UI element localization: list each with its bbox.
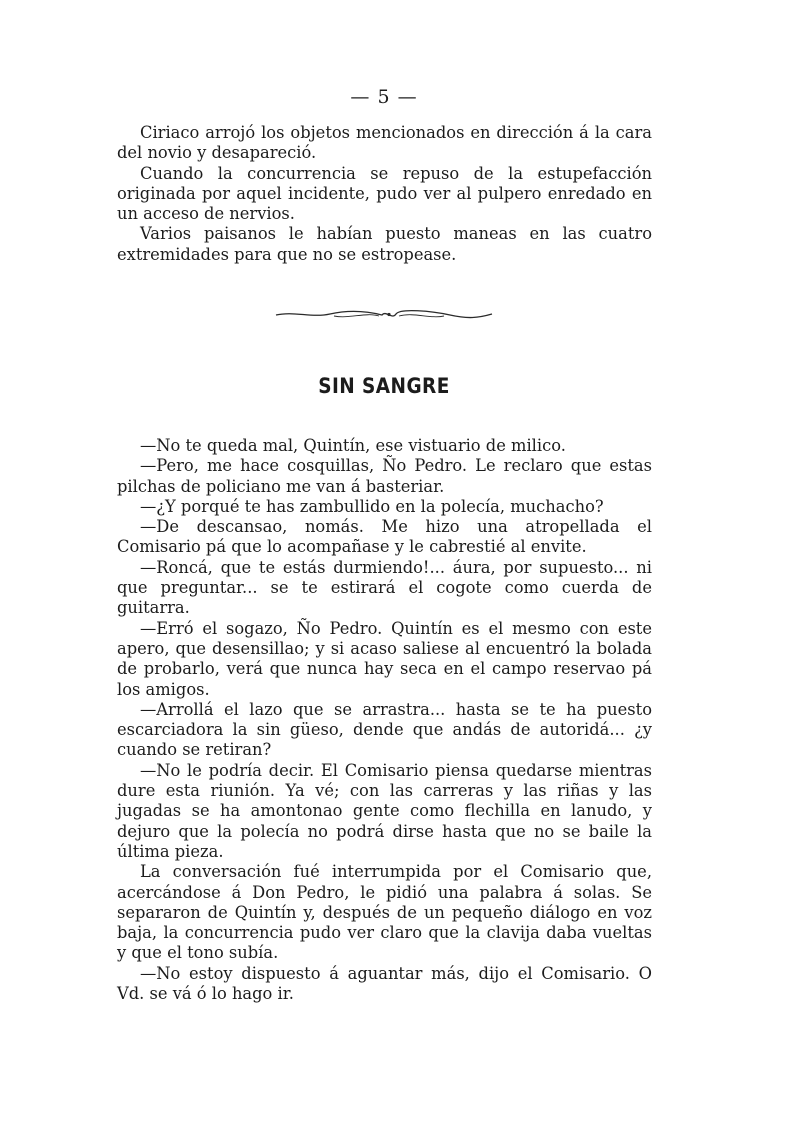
paragraph: —Erró el sogazo, Ño Pedro. Quintín es el mesmo con este apero, que desensillao; y si acaso saliese al encuentró la bolada de probarlo, verá que nunca hay seca en el campo reservao pá los amigos. — [117, 618, 652, 699]
story-text — [117, 436, 652, 1004]
paragraph: La conversación fué interrumpida por el Comisario que, acercándose á Don Pedro, le pidió una palabra á solas. Se separaron de Quintín y, después de un pequeño diálogo en voz baja, la concurrencia pudo ver claro que la clavija daba vueltas y que el tono subía. — [117, 862, 652, 963]
paragraph: Ciriaco arrojó los objetos mencionados en dirección á la cara del novio y desapareció. — [117, 123, 652, 163]
page-number: — 5 — — [350, 86, 418, 108]
section-title: SIN SANGRE — [318, 374, 450, 398]
paragraph: —No estoy dispuesto á aguantar más, dijo el Comisario. O Vd. se vá ó lo hago ir. — [117, 963, 652, 1004]
paragraph: —Arrollá el lazo que se arrastra... hasta se te ha puesto escarciadora la sin güeso, dende que andás de autoridá... ¿y cuando se retiran? — [117, 699, 652, 760]
paragraph: —Pero, me hace cosquillas, Ño Pedro. Le reclaro que estas pilchas de policiano me van á basteriar. — [117, 456, 652, 496]
paragraph: —¿Y porqué te has zambullido en la polecía, muchacho? — [140, 496, 604, 516]
intro-text — [117, 123, 652, 265]
section-divider-ornament — [274, 306, 494, 322]
paragraph: Cuando la concurrencia se repuso de la estupefacción originada por aquel incidente, pudo ver al pulpero enredado en un acceso de nervios. — [117, 163, 652, 224]
paragraph: —Roncá, que te estás durmiendo!... áura, por supuesto... ni que preguntar... se te estirará el cogote como cuerda de guitarra. — [117, 557, 652, 618]
paragraph: —No te queda mal, Quintín, ese vistuario de milico. — [140, 436, 566, 455]
paragraph: —No le podría decir. El Comisario piensa quedarse mientras dure esta riunión. Ya vé; con las carreras y las riñas y las jugadas se ha amontonao gente como flechilla en lanudo, y dejuro que la polecía no podrá dirse hasta que no se baile la última pieza. — [117, 760, 652, 861]
paragraph: —De descansao, nomás. Me hizo una atropellada el Comisario pá que lo acompañase y le cabrestié al envite. — [117, 517, 652, 557]
paragraph: Varios paisanos le habían puesto maneas en las cuatro extremidades para que no se estropease. — [117, 224, 652, 264]
